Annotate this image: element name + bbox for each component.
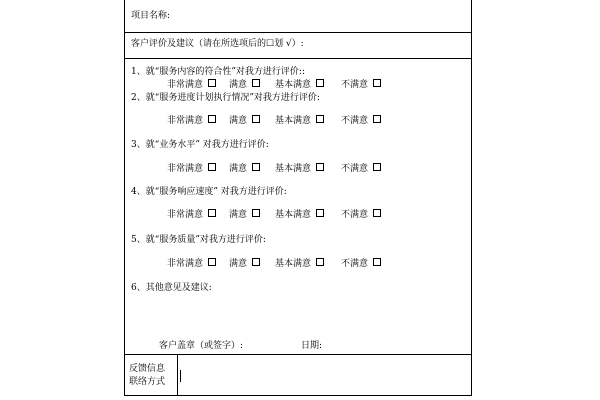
checkbox-icon[interactable] — [252, 163, 260, 171]
q5-option-satisfied[interactable] — [229, 258, 260, 270]
question-1: 1、就“服务内容的符合性”对我方进行评价:: — [131, 67, 305, 77]
feedback-label-line2: 联络方式 — [129, 377, 166, 387]
question-3: 3、就“业务水平” 对我方进行评价: — [131, 140, 269, 150]
option-label: 非常满意 — [167, 164, 204, 174]
option-label: 满意 — [229, 116, 248, 126]
option-label: 基本满意 — [275, 164, 312, 174]
option-label: 不满意 — [341, 210, 369, 220]
option-label: 满意 — [229, 259, 248, 269]
checkbox-icon[interactable] — [316, 163, 324, 171]
project-name-label: 项目名称: — [131, 11, 171, 21]
checkbox-icon[interactable] — [316, 115, 324, 123]
q3-option-dissatisfied[interactable] — [341, 163, 381, 175]
other-suggestions: 6、其他意见及建议: — [131, 283, 212, 293]
q1-option-very-satisfied[interactable] — [167, 79, 216, 91]
checkbox-icon[interactable] — [373, 258, 381, 266]
checkbox-icon[interactable] — [252, 258, 260, 266]
q3-option-very-satisfied[interactable] — [167, 163, 216, 175]
q1-option-basically-satisfied[interactable] — [275, 79, 324, 91]
checkbox-icon[interactable] — [252, 115, 260, 123]
date-label: 日期: — [301, 341, 323, 351]
q4-option-satisfied[interactable] — [229, 209, 260, 221]
checkbox-icon[interactable] — [208, 209, 216, 217]
q3-option-satisfied[interactable] — [229, 163, 260, 175]
option-label: 基本满意 — [275, 210, 312, 220]
q5-option-basically-satisfied[interactable] — [275, 258, 324, 270]
checkbox-icon[interactable] — [373, 79, 381, 87]
checkbox-icon[interactable] — [316, 79, 324, 87]
q1-option-satisfied[interactable] — [229, 79, 260, 91]
divider-header — [125, 58, 471, 59]
checkbox-icon[interactable] — [316, 258, 324, 266]
option-label: 基本满意 — [275, 259, 312, 269]
checkbox-icon[interactable] — [373, 209, 381, 217]
option-label: 非常满意 — [167, 210, 204, 220]
option-label: 不满意 — [341, 116, 369, 126]
evaluation-form — [124, 0, 472, 396]
option-label: 不满意 — [341, 164, 369, 174]
option-label: 非常满意 — [167, 116, 204, 126]
q2-option-dissatisfied[interactable] — [341, 115, 381, 127]
q5-option-dissatisfied[interactable] — [341, 258, 381, 270]
checkbox-icon[interactable] — [252, 79, 260, 87]
checkbox-icon[interactable] — [208, 115, 216, 123]
q1-option-dissatisfied[interactable] — [341, 79, 381, 91]
option-label: 非常满意 — [167, 259, 204, 269]
option-label: 满意 — [229, 164, 248, 174]
q3-option-basically-satisfied[interactable] — [275, 163, 324, 175]
question-2: 2、就“服务进度计划执行情况”对我方进行评价: — [131, 93, 320, 103]
q4-option-very-satisfied[interactable] — [167, 209, 216, 221]
checkbox-icon[interactable] — [208, 79, 216, 87]
question-4: 4、就“服务响应速度” 对我方进行评价: — [131, 187, 287, 197]
q4-option-basically-satisfied[interactable] — [275, 209, 324, 221]
checkbox-icon[interactable] — [373, 163, 381, 171]
question-5: 5、就“服务质量”对我方进行评价: — [131, 235, 266, 245]
option-label: 满意 — [229, 80, 248, 90]
seal-label: 客户盖章（或签字）: — [159, 341, 244, 351]
q4-option-dissatisfied[interactable] — [341, 209, 381, 221]
q2-option-very-satisfied[interactable] — [167, 115, 216, 127]
option-label: 非常满意 — [167, 80, 204, 90]
q2-option-satisfied[interactable] — [229, 115, 260, 127]
checkbox-icon[interactable] — [373, 115, 381, 123]
option-label: 基本满意 — [275, 116, 312, 126]
checkbox-icon[interactable] — [252, 209, 260, 217]
checkbox-icon[interactable] — [208, 163, 216, 171]
divider-project — [125, 32, 471, 33]
option-label: 不满意 — [341, 259, 369, 269]
q2-option-basically-satisfied[interactable] — [275, 115, 324, 127]
q5-option-very-satisfied[interactable] — [167, 258, 216, 270]
feedback-label-line1: 反馈信息 — [129, 364, 166, 374]
divider-feedback-column — [177, 354, 178, 396]
option-label: 满意 — [229, 210, 248, 220]
text-cursor[interactable] — [180, 370, 181, 382]
checkbox-icon[interactable] — [316, 209, 324, 217]
option-label: 不满意 — [341, 80, 369, 90]
checkbox-icon[interactable] — [208, 258, 216, 266]
option-label: 基本满意 — [275, 80, 312, 90]
evaluation-header: 客户评价及建议（请在所选项后的☐划 √）: — [131, 39, 304, 49]
